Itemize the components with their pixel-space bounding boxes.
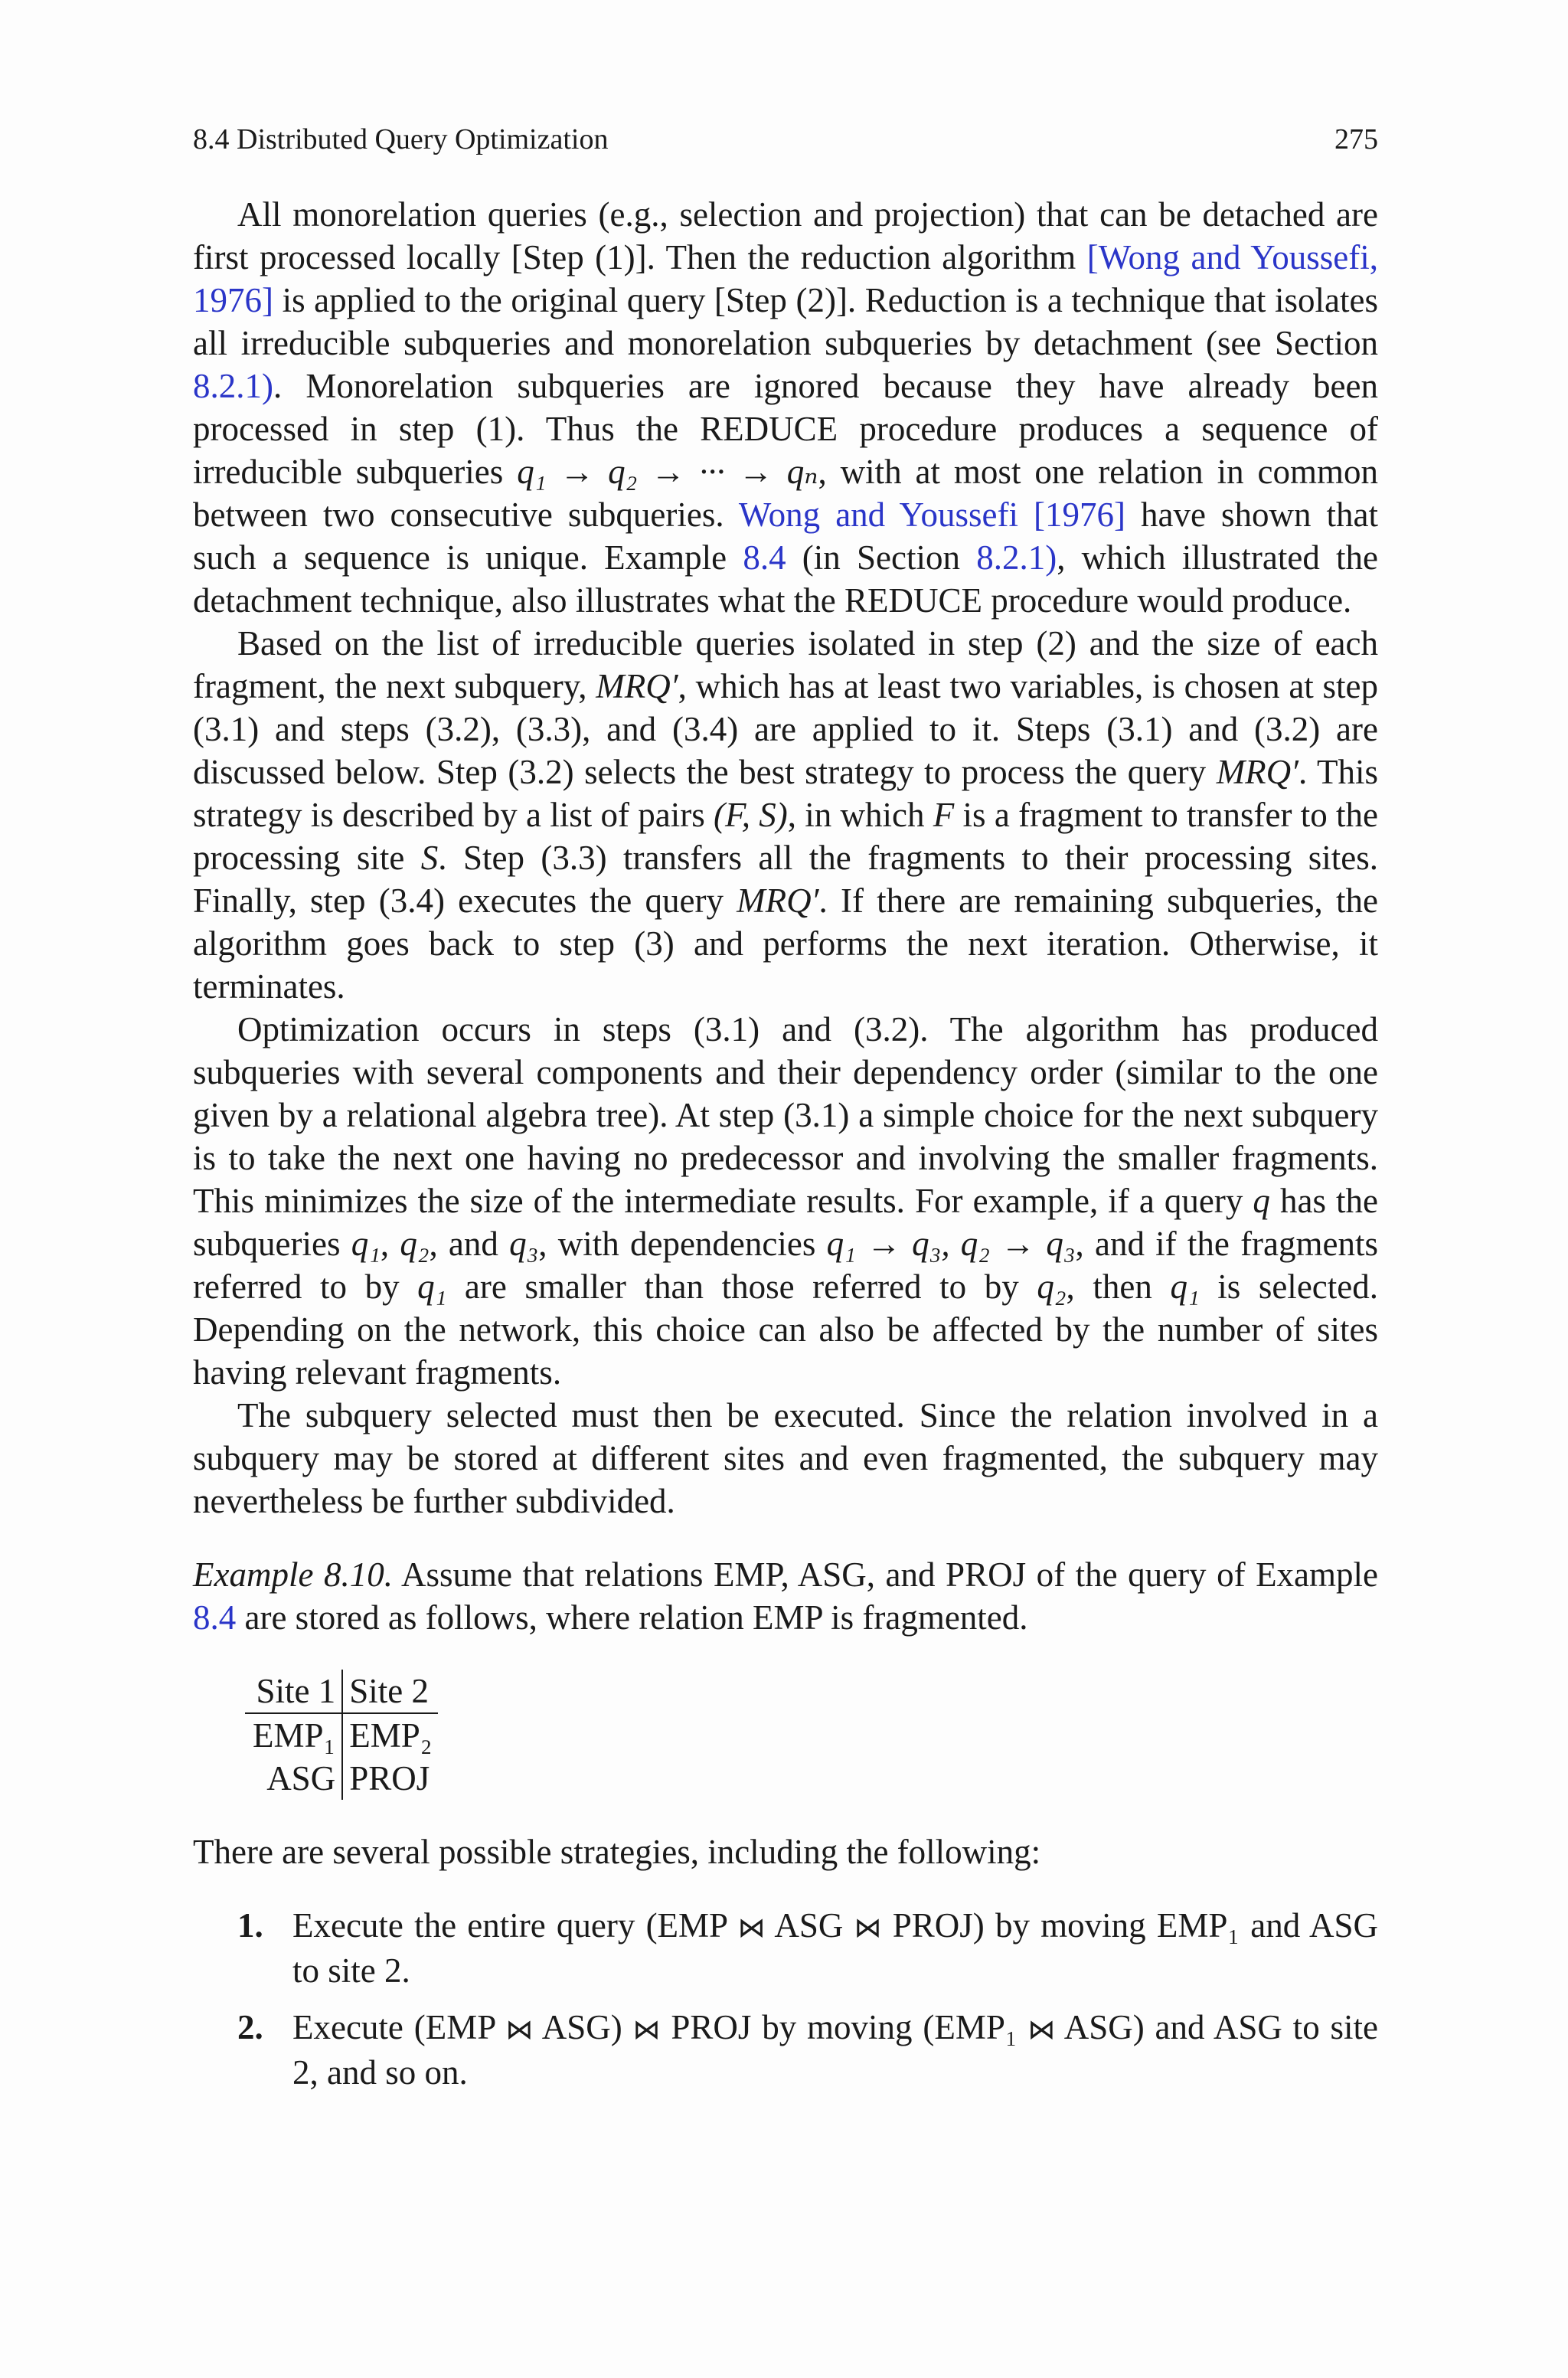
- item-number: 1.: [237, 1906, 263, 1945]
- text-run: Based on the list of irreducible queries isolated in step (2) and the size of each fragment, the next subquery,: [193, 624, 1378, 705]
- example-link[interactable]: 8.4: [743, 538, 786, 577]
- text-run: ASG: [765, 1906, 854, 1945]
- math-mrq: MRQ′: [596, 667, 678, 705]
- text-run: . Monorelation subqueries are ignored because they have already been processed in step (1). Thus the REDUCE procedure produces a sequence of irreducible subqueries: [193, 367, 1378, 491]
- page-number: 275: [1334, 123, 1378, 155]
- text-run: , with at most one relation in common between two consecutive subqueries.: [193, 453, 1378, 534]
- sites-table: [245, 1670, 438, 1800]
- text-run: are stored as follows, where relation EMP is fragmented.: [236, 1598, 1028, 1637]
- example-link[interactable]: 8.4: [193, 1598, 237, 1637]
- text-run: ASG) and ASG to site 2, and so on.: [292, 2008, 1378, 2092]
- paragraph-reduction: [193, 193, 1378, 622]
- table-header-cell: Site 1: [245, 1670, 342, 1713]
- math-q2: q₂: [1037, 1268, 1067, 1306]
- paragraph-mrq: [193, 622, 1378, 1008]
- text-run: Execute (EMP: [292, 2008, 506, 2046]
- running-header: [193, 123, 1378, 156]
- section-title: 8.4 Distributed Query Optimization: [193, 123, 609, 155]
- table-cell: EMP₁: [245, 1713, 342, 1757]
- math-q: q: [1253, 1182, 1270, 1220]
- text-run: , which has at least two variables, is chosen at step (3.1) and steps (3.2), (3.3), and (3.4) are applied to it. Steps (3.1) and (3.2) are discussed below. Step (3.2) selects the best strategy to process the query: [193, 667, 1378, 791]
- join-symbol: ⋈: [1027, 2014, 1056, 2045]
- text-run: . Step (3.3) transfers all the fragments to their processing sites. Finally, step (3.4) executes the query: [193, 839, 1378, 920]
- body-text: [193, 193, 1378, 2108]
- table-row: [245, 1757, 438, 1800]
- math-pair: (F, S): [714, 796, 788, 834]
- text-run: is applied to the original query [Step (2)]. Reduction is a technique that isolates all irreducible subqueries and monorelation subqueries by detachment (see Section: [193, 281, 1378, 362]
- text-run: All monorelation queries (e.g., selection and projection) that can be detached are first processed locally [Step (1)]. Then the reduction algorithm: [193, 195, 1378, 276]
- text-run: are smaller than those referred to by: [446, 1268, 1037, 1306]
- table-cell: PROJ: [349, 1759, 430, 1797]
- table-cell: ASG: [245, 1757, 342, 1800]
- text-run: Assume that relations EMP, ASG, and PROJ of the query of Example: [392, 1555, 1379, 1594]
- example-label: Example 8.10.: [193, 1555, 393, 1594]
- paragraph-subquery: The subquery selected must then be executed. Since the relation involved in a subquery may be stored at different sites and even fragmented, the subquery may nevertheless be further subdivided.: [193, 1396, 1378, 1520]
- text-run: ASG): [533, 2008, 633, 2046]
- text-run: (in Section: [786, 538, 977, 577]
- join-symbol: ⋈: [505, 2014, 534, 2045]
- text-run: is selected. Depending on the network, this choice can also be affected by the number of sites having relevant fragments.: [193, 1268, 1378, 1392]
- join-symbol: ⋈: [632, 2014, 661, 2045]
- strategies-intro: There are several possible strategies, including the following:: [193, 1833, 1041, 1871]
- text-run: , in which: [787, 796, 933, 834]
- math-q1: q₁: [417, 1268, 447, 1306]
- math-f: F: [933, 796, 955, 834]
- text-run: , with dependencies: [538, 1225, 827, 1263]
- table-row: [245, 1713, 438, 1757]
- join-symbol: ⋈: [854, 1912, 882, 1943]
- list-item: [193, 1904, 1378, 1992]
- section-link[interactable]: 8.2.1): [193, 367, 273, 405]
- text-run: PROJ by moving (EMP₁: [660, 2008, 1028, 2046]
- section-link[interactable]: 8.2.1): [976, 538, 1057, 577]
- paragraph-optimization: Optimization occurs in steps (3.1) and (3.2). The algorithm has produced subqueries with several components and their dependency order (similar to the one given by a relational algebra tree). At step (3.1) a simple choice for the next subquery is to take the next one having no predecessor and involving the smaller fragments. This minimizes the size of the intermediate results. For example, if a query q has the subqueries q₁, q₂, and q₃, with dependencies q₁ → q₃, q₂ → q₃, and if the fragments referred to by q₁ are smaller than those referred to by q₂, then q₁ is selected. Depending on the network, this choice can also be affected by the number of sites having relevant fragments.: [193, 1010, 1379, 1392]
- text-run: , which illustrated the detachment technique, also illustrates what the REDUCE procedure would produce.: [193, 538, 1379, 620]
- text-run: , then: [1066, 1268, 1171, 1306]
- text-run: have shown that such a sequence is unique. Example: [193, 496, 1378, 577]
- table-header-row: [245, 1670, 438, 1713]
- item-number: 2.: [237, 2008, 263, 2046]
- math-q3: q₃: [509, 1225, 539, 1263]
- math-mrq: MRQ′: [1216, 753, 1299, 791]
- table-header-cell: Site 2: [342, 1670, 438, 1713]
- table-cell: EMP₂: [349, 1716, 433, 1755]
- text-run: . If there are remaining subqueries, the algorithm goes back to step (3) and performs the next iteration. Otherwise, it terminates.: [193, 882, 1378, 1006]
- join-symbol: ⋈: [737, 1912, 766, 1943]
- text-run: has the subqueries: [193, 1182, 1378, 1263]
- example-8-10: [193, 1553, 1378, 1639]
- math-q1: q₁: [351, 1225, 381, 1263]
- math-q2: q₂: [400, 1225, 430, 1263]
- math-dependencies: q₁ → q₃, q₂ → q₃: [826, 1225, 1076, 1263]
- text-run: is a fragment to transfer to the processing site: [193, 796, 1378, 877]
- text-run: , and if the fragments referred to by: [193, 1225, 1379, 1306]
- math-s: S: [420, 839, 439, 877]
- strategies-list: [193, 1904, 1378, 2094]
- text-run: . This strategy is described by a list of pairs: [193, 753, 1378, 834]
- text-run: Optimization occurs in steps (3.1) and (3.2). The algorithm has produced subqueries with several components and their dependency order (similar to the one given by a relational algebra tree). At step (3.1) a simple choice for the next subquery is to take the next one having no predecessor and involving the smaller fragments. This minimizes the size of the intermediate results. For example, if a query: [193, 1010, 1378, 1220]
- citation-link[interactable]: Wong and Youssefi [1976]: [738, 496, 1125, 534]
- list-item: [193, 2006, 1378, 2094]
- math-mrq: MRQ′: [737, 882, 819, 920]
- text-run: Execute the entire query (EMP: [292, 1906, 738, 1945]
- text-run: PROJ) by moving EMP₁ and ASG to site 2.: [292, 1906, 1378, 1990]
- citation-link[interactable]: [Wong and Youssefi, 1976]: [193, 238, 1379, 319]
- math-q1: q₁: [1170, 1268, 1200, 1306]
- math-sequence: q₁ → q₂ → ··· → qₙ: [517, 453, 818, 491]
